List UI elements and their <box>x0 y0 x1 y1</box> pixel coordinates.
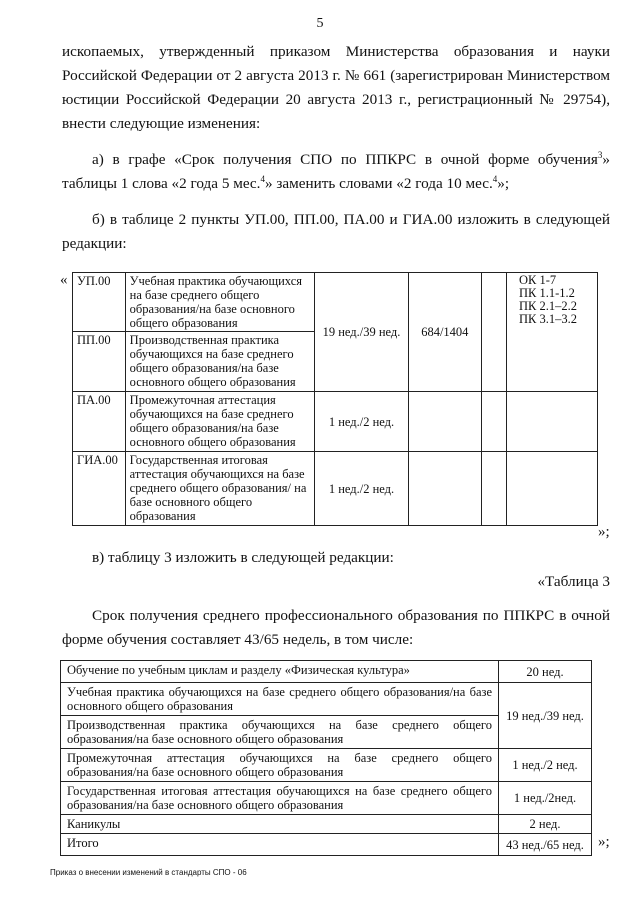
item-a-line-2: таблицы 1 слова «2 года 5 мес.$^4$» заменить словами «2 года 10 мес.$^4$»; <box>62 173 510 192</box>
item-b-line-1: б) в таблице 2 пункты УП.00, ПП.00, ПА.00 и ГИА.00 изложить в следующей <box>92 211 610 228</box>
row-code: УП.00 <box>73 273 126 332</box>
row-label: Промежуточная аттестация обучающихся на базе среднего общего образования/на базе основного общего образования <box>61 749 499 782</box>
table3-close-quote: »; <box>598 834 610 850</box>
table-row <box>73 452 598 526</box>
empty-cell <box>481 273 506 392</box>
page-number: 5 <box>316 16 324 31</box>
empty-cell <box>481 452 506 526</box>
table-3 <box>60 660 592 856</box>
row-hours: 1 нед./2 нед. <box>315 452 409 526</box>
row-value: 43 нед./65 нед. <box>499 834 592 856</box>
item-a-line-1: а) в графе «Срок получения СПО по ППКРС в очной форме обучения$^3$» <box>92 149 610 168</box>
row-label: Государственная итоговая аттестация обучающихся на базе среднего общего образования/на базе основного общего образования <box>61 782 499 815</box>
intro-line-4: внести следующие изменения: <box>62 115 261 132</box>
row-name: Учебная практика обучающихся на базе среднего общего образования/на базе основного общего образования <box>125 273 315 332</box>
row-value: 1 нед./2 нед. <box>499 749 592 782</box>
empty-cell <box>408 392 481 452</box>
row-value: 1 нед./2нед. <box>499 782 592 815</box>
table-row <box>61 661 592 683</box>
practice-total: 684/1404 <box>408 273 481 392</box>
table-row <box>61 815 592 834</box>
row-label: Каникулы <box>61 815 499 834</box>
row-name: Промежуточная аттестация обучающихся на базе среднего общего образования/на базе основного общего образования <box>125 392 315 452</box>
row-hours: 1 нед./2 нед. <box>315 392 409 452</box>
row-label: Обучение по учебным циклам и разделу «Физическая культура» <box>61 661 499 683</box>
competence: ПК 2.1–2.2 <box>518 299 577 313</box>
row-label: Производственная практика обучающихся на базе среднего общего образования/на базе основного общего образования <box>61 716 499 749</box>
competence: ПК 3.1–3.2 <box>518 312 577 326</box>
intro-line-2: Российской Федерации от 2 августа 2013 г. № 661 (зарегистрирован Министерством <box>62 67 610 84</box>
table2-open-quote: « <box>60 272 68 288</box>
intro-line-1: ископаемых, утвержденный приказом Министерства образования и науки <box>62 43 610 60</box>
table-row <box>73 273 598 332</box>
table3-label: «Таблица 3 <box>537 573 610 590</box>
empty-cell <box>481 392 506 452</box>
practice-value: 19 нед./39 нед. <box>499 683 592 749</box>
row-name: Государственная итоговая аттестация обучающихся на базе среднего общего образования/ на базе основного общего образования <box>125 452 315 526</box>
table-row <box>61 683 592 716</box>
table-row <box>61 749 592 782</box>
row-code: ГИА.00 <box>73 452 126 526</box>
item-c-line: в) таблицу 3 изложить в следующей редакции: <box>92 549 394 566</box>
row-label: Учебная практика обучающихся на базе среднего общего образования/на базе основного общего образования <box>61 683 499 716</box>
table-row <box>61 782 592 815</box>
duration-line-2: форме обучения составляет 43/65 недель, в том числе: <box>62 631 414 648</box>
table2-close-quote: »; <box>598 524 610 540</box>
row-name: Производственная практика обучающихся на базе среднего общего образования/на базе основного общего образования <box>125 332 315 392</box>
row-code: ПП.00 <box>73 332 126 392</box>
row-label: Итого <box>61 834 499 856</box>
competences <box>506 273 597 392</box>
table-2 <box>72 272 598 526</box>
duration-line-1: Срок получения среднего профессионального образования по ППКРС в очной <box>92 607 610 624</box>
empty-cell <box>506 452 597 526</box>
empty-cell <box>506 392 597 452</box>
intro-line-3: юстиции Российской Федерации 20 августа 2013 г., регистрационный № 29754), <box>62 91 610 108</box>
practice-hours: 19 нед./39 нед. <box>315 273 409 392</box>
row-code: ПА.00 <box>73 392 126 452</box>
row-value: 2 нед. <box>499 815 592 834</box>
empty-cell <box>408 452 481 526</box>
table-row <box>73 392 598 452</box>
row-value: 20 нед. <box>499 661 592 683</box>
item-b-line-2: редакции: <box>62 235 127 252</box>
footer: Приказ о внесении изменений в стандарты СПО - 06 <box>50 868 247 877</box>
table-row <box>61 834 592 856</box>
competence: ПК 1.1-1.2 <box>518 286 575 300</box>
competence: ОК 1-7 <box>518 273 557 287</box>
